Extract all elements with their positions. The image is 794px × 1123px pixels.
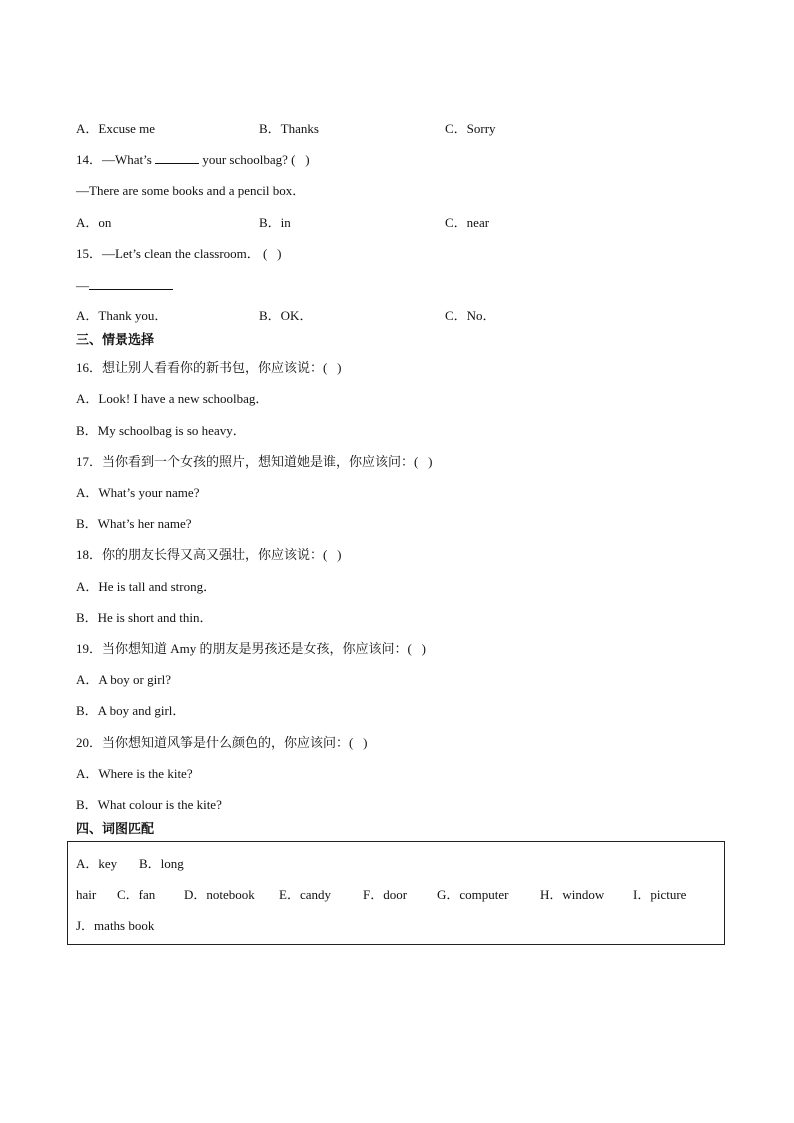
q17-option-a: A．What’s your name? xyxy=(76,485,200,500)
word-bank-item: C．fan xyxy=(117,887,156,902)
q14-stem xyxy=(76,151,310,169)
q18-option-a: A．He is tall and strong． xyxy=(76,579,217,594)
word-bank-item: A．key xyxy=(76,856,118,871)
q20-option-a: A．Where is the kite? xyxy=(76,766,193,781)
q19-option-a: A．A boy or girl? xyxy=(76,672,171,687)
q17-stem: 17．当你看到一个女孩的照片，想知道她是谁，你应该问：( ) xyxy=(76,454,433,469)
q14-stem-start: 14．—What’s xyxy=(76,152,152,167)
q16-option-b: B．My schoolbag is so heavy． xyxy=(76,423,246,438)
word-bank-item: J．maths book xyxy=(76,918,155,933)
q20-stem: 20．当你想知道风筝是什么颜色的，你应该问：( ) xyxy=(76,735,368,750)
q14-option-a: A．on xyxy=(76,215,112,230)
q15-option-c: C．No． xyxy=(445,308,496,323)
q13-option-c: C．Sorry xyxy=(445,121,496,136)
q16-option-a: A．Look! I have a new schoolbag． xyxy=(76,391,269,406)
q14-answer-line: —There are some books and a pencil box． xyxy=(76,183,306,198)
word-bank-item: F．door xyxy=(363,887,408,902)
word-bank-item: I．picture xyxy=(633,887,687,902)
q17-option-b: B．What’s her name? xyxy=(76,516,192,531)
q13-option-b: B．Thanks xyxy=(259,121,319,136)
word-bank-item: H．window xyxy=(540,887,605,902)
q18-option-b: B．He is short and thin． xyxy=(76,610,213,625)
section-4-title: 四、词图匹配 xyxy=(76,822,155,837)
q14-option-b: B．in xyxy=(259,215,291,230)
q14-blank xyxy=(155,151,199,164)
word-bank-item: E．candy xyxy=(279,887,331,902)
word-bank-item: D．notebook xyxy=(184,887,255,902)
word-bank-item: G．computer xyxy=(437,887,509,902)
q18-stem: 18．你的朋友长得又高又强壮，你应该说：( ) xyxy=(76,547,342,562)
q15-blank xyxy=(89,277,173,290)
q14-stem-end: your schoolbag? ( ) xyxy=(202,152,310,167)
q15-reply-line xyxy=(76,277,173,295)
q19-option-b: B．A boy and girl． xyxy=(76,703,186,718)
q20-option-b: B．What colour is the kite? xyxy=(76,797,222,812)
q15-option-a: A．Thank you． xyxy=(76,308,168,323)
word-bank-item: B．long xyxy=(139,856,184,871)
q14-option-c: C．near xyxy=(445,215,490,230)
word-bank-box xyxy=(67,841,725,945)
word-bank-item: hair xyxy=(76,887,97,902)
q13-option-a: A．Excuse me xyxy=(76,121,156,136)
q15-option-b: B．OK． xyxy=(259,308,313,323)
section-3-title: 三、情景选择 xyxy=(76,333,155,348)
q16-stem: 16．想让别人看看你的新书包，你应该说：( ) xyxy=(76,360,342,375)
q19-stem: 19．当你想知道 Amy 的朋友是男孩还是女孩，你应该问：( ) xyxy=(76,641,426,656)
q15-stem: 15．—Let’s clean the classroom． ( ) xyxy=(76,246,282,261)
q15-reply-dash: — xyxy=(76,278,89,293)
